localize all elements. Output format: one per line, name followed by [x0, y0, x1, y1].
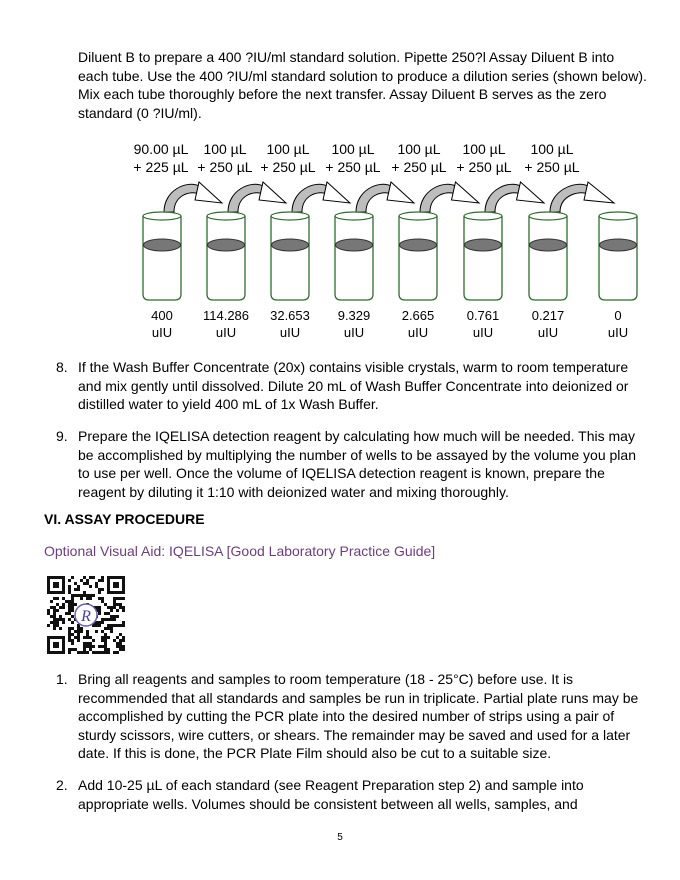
concentration-value: 114.286 [202, 308, 250, 323]
concentration-unit: uIU [607, 325, 629, 340]
transfer-arrow [485, 184, 521, 212]
liquid-level [530, 239, 567, 251]
concentration-unit: uIU [343, 325, 365, 340]
transfer-arrow [550, 184, 588, 212]
page-number: 5 [337, 832, 343, 843]
concentration-value: 2.665 [401, 308, 435, 323]
transfer-arrow [292, 184, 327, 212]
transfer-volume-label [449, 140, 519, 176]
transfer-volume: 100 µL [530, 141, 574, 157]
procedure-step-1 [56, 670, 646, 763]
diluent-volume: + 250 µL [391, 159, 447, 175]
prep-step-9 [56, 427, 646, 501]
concentration-value: 400 [151, 308, 173, 323]
concentration-unit: uIU [215, 325, 237, 340]
transfer-volume-label [126, 140, 196, 176]
liquid-level [465, 239, 502, 251]
tube-concentration-label [583, 307, 653, 341]
arrow-head [323, 182, 350, 203]
arrow-head [259, 182, 286, 203]
transfer-volume-label [318, 140, 388, 176]
diluent-volume: + 250 µL [197, 159, 253, 175]
tube-concentration-label [127, 307, 197, 341]
tube-concentration-label [319, 307, 389, 341]
arrow-head [517, 182, 545, 203]
liquid-level [336, 239, 373, 251]
qr-logo-letter: R [81, 608, 91, 625]
arrow-head [387, 182, 414, 203]
test-tube [529, 212, 567, 300]
concentration-value: 9.329 [337, 308, 371, 323]
diluent-volume: + 250 µL [456, 159, 512, 175]
intro-paragraph: Diluent B to prepare a 400 ?IU/ml standard solution. Pipette 250?l Assay Diluent B into each tube. Use the 400 ?IU/ml standard solution to produce a dilution series (shown below). Mix each tube thoroughly before the next transfer. Assay Diluent B serves as the zero standard (0 ?IU/ml). [78, 49, 647, 121]
test-tube [335, 212, 373, 300]
step-text: If the Wash Buffer Concentrate (20x) contains visible crystals, warm to room temperature and mix gently until dissolved. Dilute 20 mL of Wash Buffer Concentrate into deionized or distilled water to yield 400 mL of 1x Wash Buffer. [78, 359, 629, 412]
arrow-head [452, 182, 480, 203]
prep-step-8 [56, 358, 646, 414]
transfer-volume: 100 µL [203, 141, 247, 157]
concentration-value: 32.653 [270, 308, 310, 323]
section-heading: VI. ASSAY PROCEDURE [44, 511, 205, 527]
test-tube [271, 212, 309, 300]
procedure-step-2 [56, 776, 646, 813]
transfer-volume: 100 µL [331, 141, 375, 157]
step-number: 1. [56, 671, 68, 687]
step-number: 9. [56, 428, 68, 444]
liquid-level [208, 239, 245, 251]
transfer-volume: 100 µL [397, 141, 441, 157]
qr-code[interactable] [47, 576, 125, 654]
concentration-unit: uIU [537, 325, 559, 340]
step-text: Prepare the IQELISA detection reagent by calculating how much will be needed. This may be accomplished by multiplying the number of wells to be assayed by the volume you plan to use per well. Once the volume of IQELISA detection reagent is known, prepare the reagent by diluting it 1:10 with deionized water and mixing thoroughly. [78, 428, 636, 500]
step-text: Bring all reagents and samples to room temperature (18 - 25°C) before use. It is recommended that all standards and samples be run in triplicate. Partial plate runs may be accomplished by cutting the PCR plate into the desired number of strips using a pair of sturdy scissors, wire cutters, or shears. The remainder may be saved and used for a later date. If this is done, the PCR Plate Film should also be cut to a suitable size. [78, 671, 639, 761]
concentration-unit: uIU [151, 325, 173, 340]
step-number: 2. [56, 777, 68, 793]
tube-concentration-label [191, 307, 261, 341]
tube-concentration-label [448, 307, 518, 341]
concentration-unit: uIU [472, 325, 494, 340]
arrow-head [584, 182, 614, 203]
liquid-level [400, 239, 437, 251]
tube-concentration-label [255, 307, 325, 341]
transfer-volume: 90.00 µL [133, 141, 189, 157]
transfer-volume: 100 µL [266, 141, 310, 157]
concentration-value: 0 [614, 308, 622, 323]
diluent-volume: + 250 µL [260, 159, 316, 175]
transfer-volume: 100 µL [462, 141, 506, 157]
step-number: 8. [56, 359, 68, 375]
liquid-level [144, 239, 181, 251]
transfer-volume-label [190, 140, 260, 176]
test-tube [143, 212, 181, 300]
tube-concentration-label [383, 307, 453, 341]
transfer-volume-label [253, 140, 323, 176]
transfer-arrow [228, 184, 263, 212]
transfer-arrow [356, 184, 391, 212]
concentration-unit: uIU [279, 325, 301, 340]
concentration-unit: uIU [407, 325, 429, 340]
liquid-level [600, 239, 637, 251]
test-tube [464, 212, 502, 300]
transfer-volume-label [517, 140, 587, 176]
tube-concentration-label [513, 307, 583, 341]
transfer-arrow [420, 184, 456, 212]
step-text: Add 10-25 µL of each standard (see Reagent Preparation step 2) and sample into appropriate wells. Volumes should be consistent between all wells, samples, and [78, 777, 584, 812]
visual-aid-link[interactable]: Optional Visual Aid: IQELISA [Good Laboratory Practice Guide] [44, 543, 436, 559]
transfer-arrow [164, 184, 199, 212]
diluent-volume: + 250 µL [524, 159, 580, 175]
test-tube [399, 212, 437, 300]
concentration-value: 0.761 [466, 308, 500, 323]
diluent-volume: + 225 µL [133, 159, 189, 175]
diluent-volume: + 250 µL [325, 159, 381, 175]
concentration-value: 0.217 [531, 308, 565, 323]
test-tube [599, 212, 637, 300]
test-tube [207, 212, 245, 300]
liquid-level [272, 239, 309, 251]
transfer-volume-label [384, 140, 454, 176]
arrow-head [195, 182, 222, 203]
